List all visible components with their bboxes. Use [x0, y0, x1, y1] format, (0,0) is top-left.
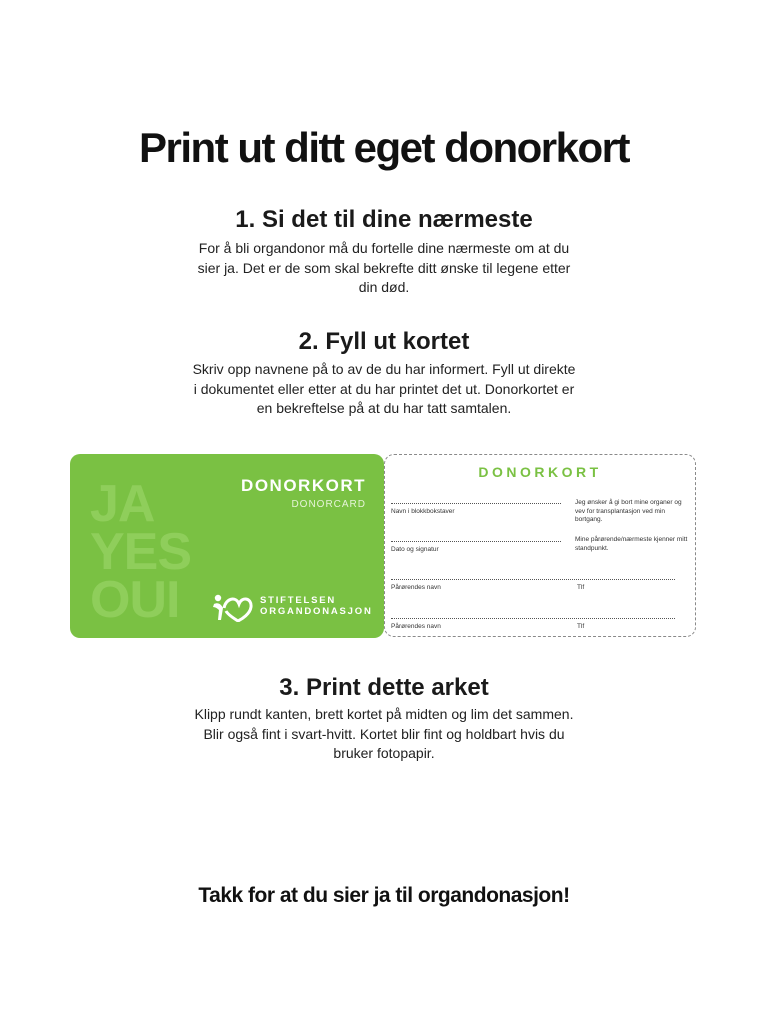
step-1-heading: 1. Si det til dine nærmeste [235, 206, 533, 233]
relative-1-field-line[interactable] [391, 579, 675, 580]
step-1-text: For å bli organdonor må du fortelle dine nærmeste om at du sier ja. Det er de som skal bekrefte ditt ønske til legene etter din død. [197, 240, 571, 295]
name-field-label: Navn i blokkbokstaver [391, 508, 455, 515]
page-title: Print ut ditt eget donorkort [139, 124, 629, 171]
relative-2-field-line[interactable] [391, 618, 675, 619]
card-word-ja: JA [90, 475, 155, 533]
name-field-line[interactable] [391, 503, 561, 504]
card-word-oui: OUI [90, 571, 180, 629]
date-signature-label: Dato og signatur [391, 546, 439, 553]
relative-1-phone-label: Tlf [577, 584, 585, 591]
logo-text [260, 595, 373, 617]
card-front-subtitle: DONORCARD [291, 499, 366, 510]
donor-card-back [384, 454, 696, 637]
step-2-heading: 2. Fyll ut kortet [298, 328, 470, 355]
logo-line-2: ORGANDONASJON [260, 606, 373, 617]
relatives-note: Mine pårørende/nærmeste kjenner mitt standpunkt. [575, 536, 688, 552]
stiftelsen-organdonasjon-logo [212, 592, 372, 622]
card-back-title: DONORKORT [478, 464, 602, 480]
step-3-text: Klipp rundt kanten, brett kortet på midten og lim det sammen. Blir også fint i svart-hvitt. Kortet blir fint og holdbart hvis du bruker fotopapir. [194, 706, 574, 761]
card-word-yes: YES [90, 523, 192, 581]
relative-2-name-label: Pårørendes navn [391, 623, 441, 630]
consent-note: Jeg ønsker å gi bort mine organer og vev for transplantasjon ved min bortgang. [575, 499, 682, 523]
card-front-title: DONORKORT [241, 476, 366, 495]
step-3-heading: 3. Print dette arket [279, 674, 489, 701]
donor-card-front [70, 454, 384, 638]
heart-people-icon [212, 592, 254, 622]
closing-message: Takk for at du sier ja til organdonasjon! [198, 884, 570, 907]
relative-1-name-label: Pårørendes navn [391, 584, 441, 591]
logo-line-1: STIFTELSEN [260, 595, 337, 606]
date-signature-field-line[interactable] [391, 541, 561, 542]
relative-2-phone-label: Tlf [577, 623, 585, 630]
step-2-text: Skriv opp navnene på to av de du har informert. Fyll ut direkte i dokumentet eller etter at du har printet det ut. Donorkortet er en bekreftelse på at du har tatt samtalen. [192, 361, 576, 416]
